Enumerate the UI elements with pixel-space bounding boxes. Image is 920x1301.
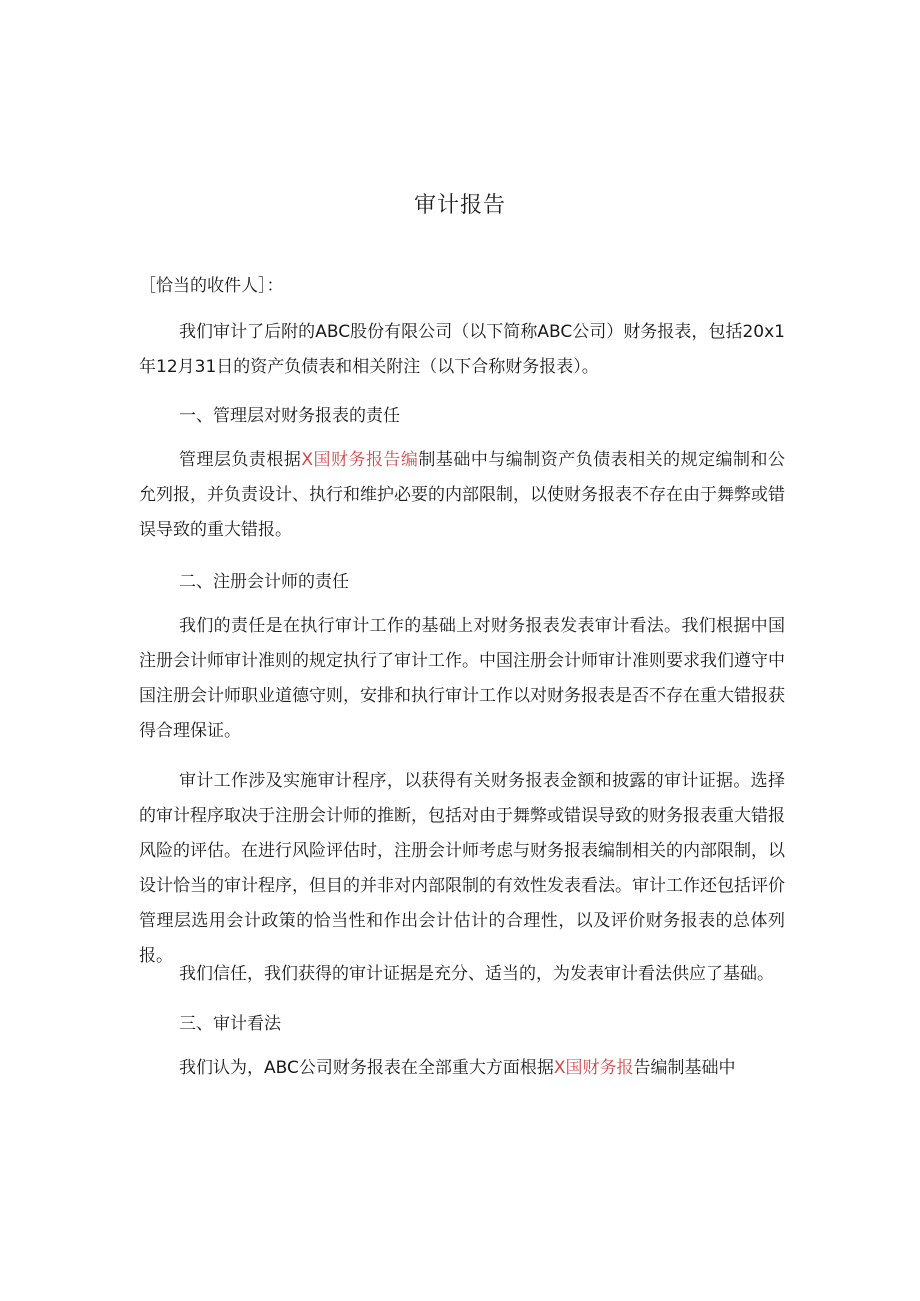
section2-paragraph-3: 我们信任，我们获得的审计证据是充分、适当的，为发表审计看法供应了基础。 <box>179 964 774 984</box>
section1-paragraph <box>139 443 785 548</box>
section3-text-before: 我们认为，ABC公司财务报表在全部重大方面根据 <box>179 1058 554 1078</box>
section3-heading: 三、审计看法 <box>179 1014 281 1034</box>
section3-highlighted-text: X国财务报 <box>553 1058 634 1078</box>
report-title: 审计报告 <box>413 193 506 218</box>
intro-paragraph: 我们审计了后附的ABC股份有限公司（以下简称ABC公司）财务报表，包括20x1年12月31日的资产负债表和相关附注（以下合称财务报表）。 <box>139 322 785 377</box>
addressee-line: ［恰当的收件人］： <box>139 276 284 296</box>
section2-paragraph-1: 我们的责任是在执行审计工作的基础上对财务报表发表审计看法。我们根据中国注册会计师审计准则的规定执行了审计工作。中国注册会计师审计准则要求我们遵守中国注册会计师职业道德守则，安排和执行审计工作以对财务报表是否不存在重大错报获得合理保证。 <box>139 616 785 741</box>
section2-heading: 二、注册会计师的责任 <box>179 572 349 592</box>
section1-heading: 一、管理层对财务报表的责任 <box>179 406 400 426</box>
section1-text-after: 制基础中与编制资产负债表相关的规定编制和公允列报，并负责设计、执行和维护必要的内部限制，以使财务报表不存在由于舞弊或错误导致的重大错报。 <box>139 450 786 540</box>
section2-paragraph-2: 审计工作涉及实施审计程序，以获得有关财务报表金额和披露的审计证据。选择的审计程序取决于注册会计师的推断，包括对由于舞弊或错误导致的财务报表重大错报风险的评估。在进行风险评估时，注册会计师考虑与财务报表编制相关的内部限制，以设计恰当的审计程序，但目的并非对内部限制的有效性发表看法。审计工作还包括评价管理层选用会计政策的恰当性和作出会计估计的合理性，以及评价财务报表的总体列报。 <box>139 771 785 966</box>
section1-highlighted-text: X国财务报告编 <box>301 450 419 470</box>
section1-text-before: 管理层负责根据 <box>179 450 302 470</box>
section3-text-after: 告编制基础中 <box>633 1058 736 1078</box>
section3-paragraph <box>139 1051 785 1086</box>
